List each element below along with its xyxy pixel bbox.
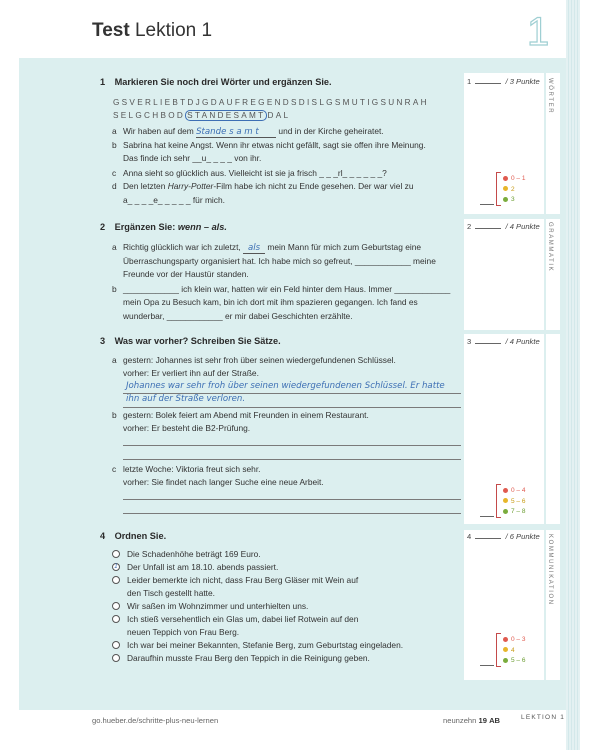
score-number: 2 [467,222,472,231]
green-dot-icon [503,658,508,663]
score-points: / 3 Punkte [505,77,540,86]
order-item-text: Wir saßen im Wohnzimmer und unterhielten uns. [127,601,309,611]
order-circle[interactable] [112,641,120,649]
page-word: neunzehn [443,716,477,725]
item-label: b [112,284,117,294]
task1-item-b [112,140,426,150]
task1-item-a [112,126,384,138]
legend-green: 3 [511,196,515,203]
answer-rule [123,407,461,408]
item-text: letzte Woche: Viktoria freut sich sehr. [123,464,261,474]
score-number: 4 [467,532,472,541]
green-dot-icon [503,197,508,202]
order-circle[interactable] [112,615,120,623]
side-box-3 [546,334,560,524]
answer-rule[interactable] [123,445,461,446]
footer-url[interactable]: go.hueber.de/schritte-plus-neu-lernen [92,716,219,725]
total-blank[interactable] [480,204,494,205]
score-4 [467,532,540,541]
task3-number: 3 [100,336,106,346]
item-text: und in der Kirche geheiratet. [278,126,384,136]
legend-yellow: 5 – 6 [511,497,526,505]
red-dot-icon [503,488,508,493]
task3-item-a [112,355,396,365]
legend-red: 0 – 3 [511,636,526,643]
task1-item-d-line2: a_ _ _ _e_ _ _ _ _ für mich. [123,195,225,205]
task2-item-b-line3: wunderbar, ____________ er mir dabei Geschichten erzählte. [123,311,353,321]
item-text: Anna sieht so glücklich aus. Vielleicht ist sie ja frisch _ _ _rl_ _ _ _ _ _? [123,168,387,178]
task2-heading-text: Ergänzen Sie: [114,222,178,232]
task1-item-d [112,181,413,191]
legend-1 [503,174,525,206]
item-text: gestern: Bolek feiert am Abend mit Freunden in einem Restaurant. [123,410,369,420]
yellow-dot-icon [503,647,508,652]
task4-number: 4 [100,531,106,541]
order-item-text: Ich war bei meiner Bekannten, Stefanie Berg, zum Geburtstag eingeladen. [127,640,404,650]
legend-green: 7 – 8 [511,508,526,515]
item-text: gestern: Johannes ist sehr froh über seinen wiedergefundenen Schlüssel. [123,355,396,365]
item-label: a [112,355,117,365]
task2-heading-italic: wenn – als. [177,222,227,232]
red-dot-icon [503,176,508,181]
task2-item-a-line2: Überraschungsparty organisiert hat. Ich habe mich so gefreut, ____________ meine [123,256,436,266]
handwritten-answer-line2[interactable]: ihn auf der Straße verloren. [126,394,246,404]
score-1 [467,77,540,86]
handwritten-answer[interactable]: Stande s a m t [196,127,276,138]
task3-item-b-line2: vorher: Er besteht die B2-Prüfung. [123,423,251,433]
red-dot-icon [503,637,508,642]
answer-rule[interactable] [123,513,461,514]
letter-grid-row1: GSVERLIEBTDJGDAUFREGENDSDISLGSMUTIGSUNRAH [113,98,429,107]
item-text: -Film habe ich nicht zu Ende gesehen. Der war viel zu [213,181,414,191]
handwritten-answer[interactable]: als [243,243,265,254]
title-rest: Lektion 1 [134,20,213,41]
edge-stripe [566,0,580,750]
score-blank[interactable] [475,83,501,84]
letter-grid-row2 [113,111,290,120]
legend-yellow: 2 [511,185,515,193]
legend-bracket [496,633,501,667]
task4-heading [100,531,166,541]
task2-item-a-line3: Freunde vor der Haustür standen. [123,269,249,279]
item-label: a [112,126,117,136]
task4-heading-text: Ordnen Sie. [114,531,167,541]
item-text: Sabrina hat keine Angst. Wenn ihr etwas nicht gefällt, sagt sie offen ihre Meinung. [123,140,426,150]
item-text: Wir haben auf dem [123,126,194,136]
page-header [0,0,600,58]
score-3 [467,337,540,346]
handwritten-answer-line1[interactable]: Johannes war sehr froh über seinen wiedergefundenen Schlüssel. Er hatte [126,381,445,391]
task1-item-c [112,168,387,178]
order-item-text: Leider bemerkte ich nicht, dass Frau Berg Gläser mit Wein auf [127,575,359,585]
score-2 [467,222,540,231]
letters-post: DAL [267,111,291,120]
order-item-text-line2: neuen Teppich von Frau Berg. [127,627,240,637]
total-blank[interactable] [480,665,494,666]
legend-bracket [496,172,501,206]
score-blank[interactable] [475,343,501,344]
task1-item-b-line2: Das finde ich sehr __u_ _ _ _ von ihr. [123,153,262,163]
side-label-grammatik: GRAMMATIK [547,222,553,273]
task3-item-c-line2: vorher: Sie findet nach langer Suche eine neue Arbeit. [123,477,324,487]
task2-item-b-line2: mein Opa zu Besuch kam, bin ich dort mit ihm spazieren gegangen. Ich fand es [123,297,418,307]
page-title [92,20,212,42]
yellow-dot-icon [503,186,508,191]
page-code: AB [489,716,501,725]
score-number: 3 [467,337,472,346]
legend-3 [503,635,525,667]
order-item-text: Der Unfall ist am 18.10. abends passiert. [127,562,279,572]
score-box-2 [464,219,544,330]
score-number: 1 [467,77,472,86]
item-label: d [112,181,117,191]
title-bold: Test [92,20,130,41]
task2-number: 2 [100,222,106,232]
letters-boxed-word: STANDESAMT [187,111,266,120]
order-item-text-line2: den Tisch gestellt hatte. [127,588,215,598]
order-circle[interactable] [112,550,120,558]
footer-page [443,716,500,725]
score-points: / 4 Punkte [505,337,540,346]
order-circle[interactable] [112,576,120,584]
item-label: c [112,168,117,178]
order-item-text: Ich stieß versehentlich ein Glas um, dabei lief Rotwein auf den [127,614,359,624]
item-label: b [112,410,117,420]
task3-item-c [112,464,260,474]
order-item-text: Daraufhin musste Frau Berg den Teppich in die Reinigung geben. [127,653,370,663]
total-blank[interactable] [480,516,494,517]
answer-rule[interactable] [123,459,461,460]
task1-heading [100,77,332,87]
item-label: a [112,242,117,252]
letters-pre: SELGCHBOD [113,111,186,120]
legend-bracket [496,484,501,518]
side-label-woerter: WÖRTER [547,78,553,115]
score-blank[interactable] [475,538,501,539]
item-text: Richtig glücklich war ich zuletzt, [123,242,241,252]
side-label-kommunikation: KOMMUNIKATION [547,534,553,606]
task2-item-b [112,284,450,294]
item-text: ____________ ich klein war, hatten wir ein Feld hinter dem Haus. Immer ____________ [123,284,451,294]
lesson-number: 1 [527,10,550,54]
score-blank[interactable] [475,228,501,229]
item-label: c [112,464,117,474]
task1-number: 1 [100,77,106,87]
footer-lesson-tag: LEKTION 1 [521,714,566,721]
green-dot-icon [503,509,508,514]
order-circle[interactable] [112,602,120,610]
task3-item-a-line2: vorher: Er verliert ihn auf der Straße. [123,368,259,378]
score-points: / 4 Punkte [505,222,540,231]
order-circle[interactable]: 1 [112,563,120,571]
score-points: / 6 Punkte [505,532,540,541]
task3-heading [100,336,281,346]
item-text: Den letzten [123,181,168,191]
legend-red: 0 – 1 [511,175,526,182]
item-label: b [112,140,117,150]
order-item-text: Die Schadenhöhe beträgt 169 Euro. [127,549,261,559]
legend-2 [503,486,525,518]
page-number: 19 [478,716,487,725]
legend-red: 0 – 4 [511,487,526,494]
task3-item-b [112,410,369,420]
task2-item-a [112,242,421,254]
task2-heading [100,222,227,232]
task3-heading-text: Was war vorher? Schreiben Sie Sätze. [114,336,281,346]
task1-heading-text: Markieren Sie noch drei Wörter und ergänzen Sie. [114,77,332,87]
item-italic: Harry-Potter [167,181,214,191]
item-text: mein Mann für mich zum Geburtstag eine [267,242,422,252]
legend-green: 5 – 6 [511,657,526,664]
yellow-dot-icon [503,498,508,503]
order-circle[interactable] [112,654,120,662]
answer-rule[interactable] [123,499,461,500]
legend-yellow: 4 [511,646,515,654]
